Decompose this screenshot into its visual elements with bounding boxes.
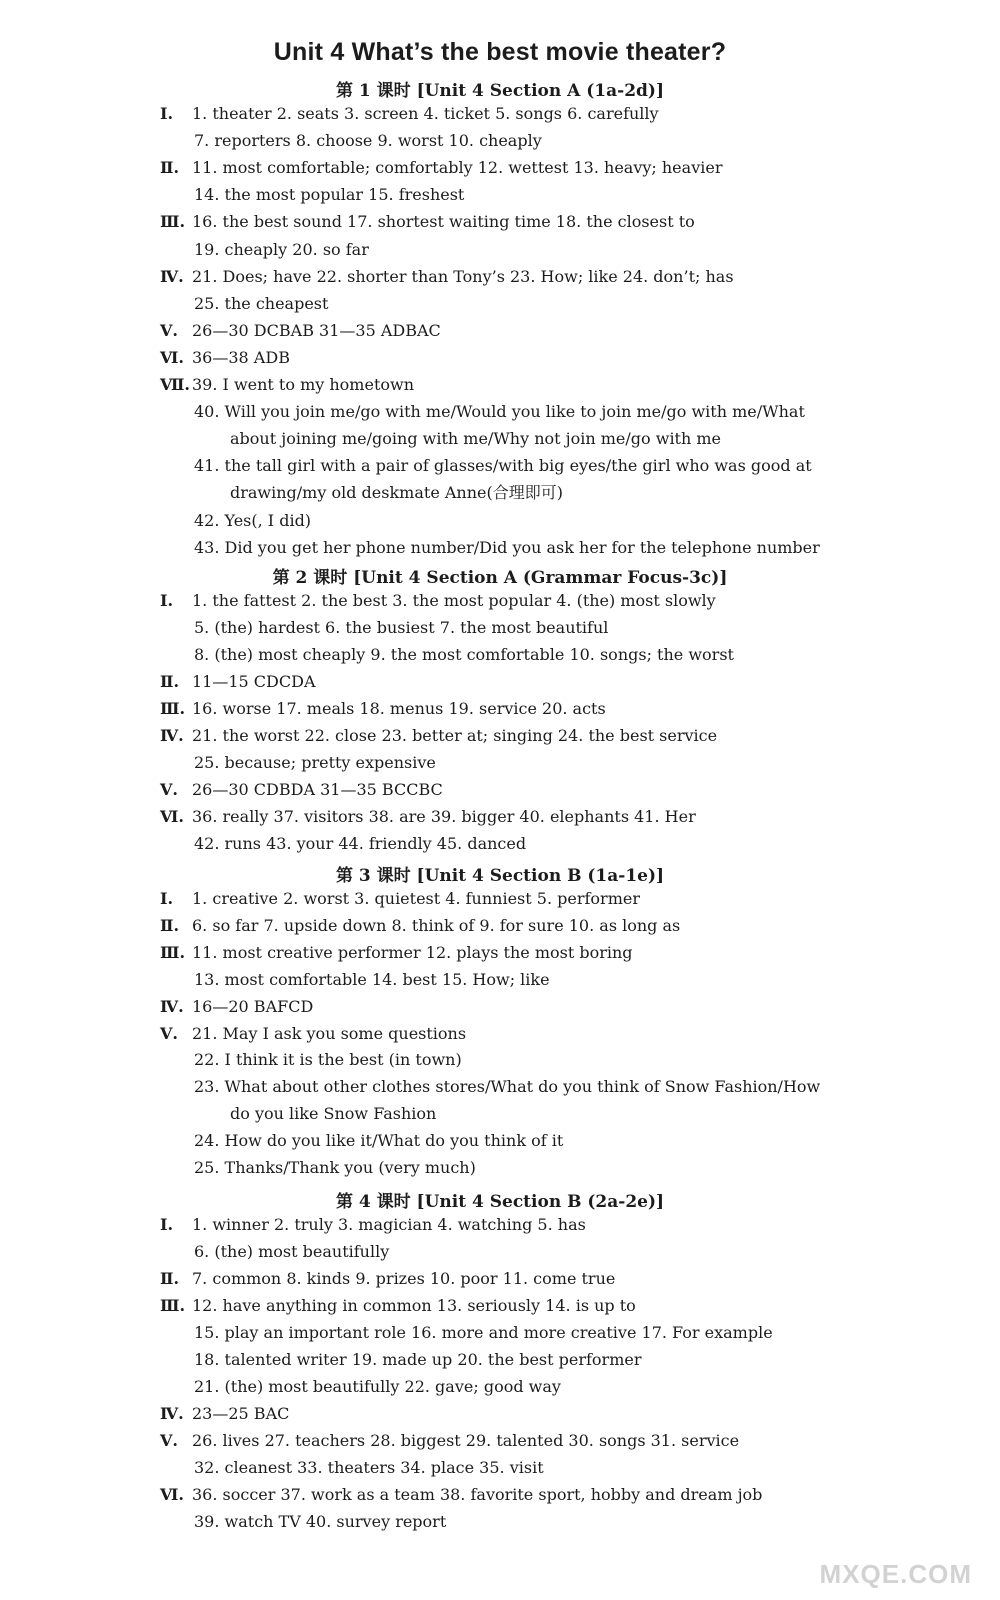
answer-text: 16. the best sound 17. shortest waiting time 18. the closest to (192, 212, 695, 232)
answer-text: 11. most creative performer 12. plays the most boring (192, 942, 633, 962)
lesson-3-heading: 第 3 课时 [Unit 4 Section B (1a-1e)] (335, 866, 665, 886)
answer-text: 1. the fattest 2. the best 3. the most popular 4. (the) most slowly (192, 591, 716, 610)
section-numeral: Ⅵ. (160, 1485, 184, 1504)
answer-text: 36. soccer 37. work as a team 38. favorite sport, hobby and dream job (192, 1485, 763, 1504)
answer-text: 23—25 BAC (192, 1404, 290, 1423)
answer-text: drawing/my old deskmate Anne(合理即可) (230, 483, 563, 503)
section-numeral: Ⅱ. (160, 915, 180, 935)
answer-text: 7. common 8. kinds 9. prizes 10. poor 11. come true (192, 1269, 616, 1288)
section-numeral: Ⅰ. (160, 591, 174, 610)
section-numeral: Ⅵ. (160, 347, 184, 367)
answer-text: 1. creative 2. worst 3. quietest 4. funniest 5. performer (192, 889, 640, 908)
section-numeral: Ⅲ. (160, 942, 186, 962)
answer-text: 25. because; pretty expensive (194, 753, 436, 772)
section-numeral: Ⅳ. (160, 996, 184, 1016)
answer-text: 41. the tall girl with a pair of glasses/with big eyes/the girl who was good at (194, 456, 812, 476)
section-numeral: Ⅶ. (160, 375, 190, 394)
section-numeral: Ⅵ. (160, 807, 184, 826)
answer-text: 36—38 ADB (192, 347, 290, 367)
answer-text: 32. cleanest 33. theaters 34. place 35. visit (194, 1458, 544, 1477)
answer-text: 12. have anything in common 13. seriously 14. is up to (192, 1296, 636, 1315)
answer-text: 13. most comfortable 14. best 15. How; like (194, 969, 550, 989)
answer-text: 43. Did you get her phone number/Did you ask her for the telephone number (194, 537, 820, 557)
lesson-2-heading: 第 2 课时 [Unit 4 Section A (Grammar Focus-3c)] (272, 568, 728, 588)
answer-text: 40. Will you join me/go with me/Would you like to join me/go with me/What (194, 402, 805, 422)
answer-text: 1. theater 2. seats 3. screen 4. ticket 5. songs 6. carefully (192, 104, 659, 123)
answer-text: 16. worse 17. meals 18. menus 19. service 20. acts (192, 699, 606, 718)
section-numeral: Ⅲ. (160, 699, 186, 718)
answer-text: 7. reporters 8. choose 9. worst 10. cheaply (194, 131, 542, 151)
answer-text: 25. Thanks/Thank you (very much) (194, 1158, 476, 1177)
section-numeral: Ⅴ. (160, 1023, 178, 1043)
answer-text: 26. lives 27. teachers 28. biggest 29. talented 30. songs 31. service (192, 1431, 740, 1450)
lesson-1-heading: 第 1 课时 [Unit 4 Section A (1a-2d)] (335, 81, 664, 101)
answer-text: 1. winner 2. truly 3. magician 4. watching 5. has (192, 1215, 586, 1234)
section-numeral: Ⅳ. (160, 266, 184, 286)
section-numeral: Ⅳ. (160, 726, 184, 745)
section-numeral: Ⅴ. (160, 1431, 178, 1450)
section-numeral: Ⅱ. (160, 158, 180, 178)
answer-text: 22. I think it is the best (in town) (194, 1050, 462, 1070)
answer-text: 26—30 CDBDA 31—35 BCCBC (192, 780, 443, 799)
answer-text: 5. (the) hardest 6. the busiest 7. the most beautiful (194, 618, 609, 637)
answer-text: 16—20 BAFCD (192, 996, 314, 1016)
answer-text: 21. May I ask you some questions (192, 1023, 467, 1043)
answer-text: 6. (the) most beautifully (194, 1242, 390, 1261)
answer-text: 21. the worst 22. close 23. better at; singing 24. the best service (192, 726, 718, 745)
section-numeral: Ⅴ. (160, 780, 178, 799)
answer-text: 39. watch TV 40. survey report (194, 1512, 447, 1531)
answer-text: do you like Snow Fashion (230, 1104, 437, 1124)
section-numeral: Ⅱ. (160, 672, 180, 691)
answer-text: 24. How do you like it/What do you think of it (194, 1131, 564, 1151)
section-numeral: Ⅴ. (160, 320, 178, 340)
section-numeral: Ⅲ. (160, 212, 186, 232)
answer-text: 14. the most popular 15. freshest (194, 185, 465, 205)
answer-text: 18. talented writer 19. made up 20. the best performer (194, 1350, 642, 1369)
page-title: Unit 4 What’s the best movie theater? (273, 38, 727, 66)
answer-text: 11—15 CDCDA (192, 672, 316, 691)
section-numeral: Ⅲ. (160, 1296, 186, 1315)
answer-text: 6. so far 7. upside down 8. think of 9. for sure 10. as long as (192, 915, 681, 935)
answer-text: 26—30 DCBAB 31—35 ADBAC (192, 320, 441, 340)
answer-text: 19. cheaply 20. so far (194, 239, 369, 259)
answer-text: 25. the cheapest (194, 293, 329, 313)
answer-text: 42. runs 43. your 44. friendly 45. danced (194, 834, 527, 853)
answer-text: 21. Does; have 22. shorter than Tony’s 23. How; like 24. don’t; has (192, 266, 734, 286)
answer-text: 42. Yes(, I did) (194, 510, 312, 530)
section-numeral: Ⅰ. (160, 1215, 174, 1234)
answer-text: 11. most comfortable; comfortably 12. wettest 13. heavy; heavier (192, 158, 723, 178)
section-numeral: Ⅳ. (160, 1404, 184, 1423)
answer-text: 15. play an important role 16. more and more creative 17. For example (194, 1323, 773, 1342)
answer-text: 39. I went to my hometown (192, 375, 415, 394)
lesson-4-heading: 第 4 课时 [Unit 4 Section B (2a-2e)] (335, 1192, 665, 1212)
section-numeral: Ⅱ. (160, 1269, 180, 1288)
answer-text: 23. What about other clothes stores/What do you think of Snow Fashion/How (194, 1077, 821, 1097)
answer-text: about joining me/going with me/Why not join me/go with me (230, 429, 722, 449)
answer-text: 8. (the) most cheaply 9. the most comfortable 10. songs; the worst (194, 645, 734, 664)
section-numeral: Ⅰ. (160, 889, 174, 908)
answer-text: 36. really 37. visitors 38. are 39. bigger 40. elephants 41. Her (192, 807, 696, 826)
answer-text: 21. (the) most beautifully 22. gave; good way (194, 1377, 561, 1396)
watermark-text: MXQE.COM (819, 1559, 972, 1589)
section-numeral: Ⅰ. (160, 104, 174, 123)
